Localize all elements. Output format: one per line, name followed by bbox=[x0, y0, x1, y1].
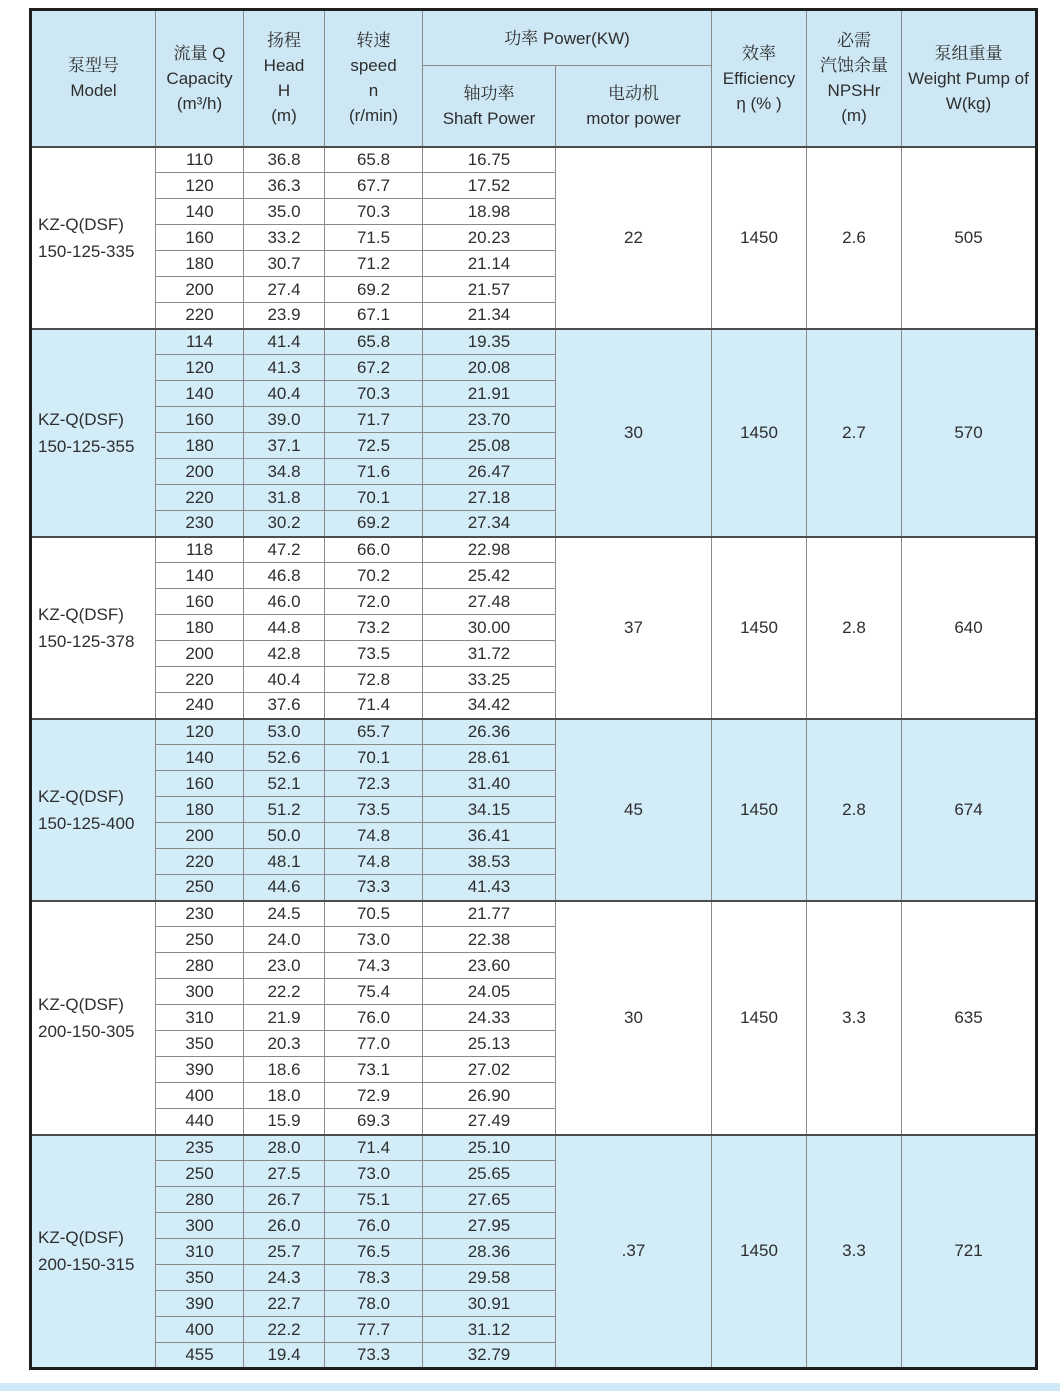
col-header-power: 功率 Power(KW) bbox=[423, 10, 712, 66]
head-cell: 36.8 bbox=[244, 147, 325, 173]
npshr-cell: 2.8 bbox=[807, 537, 902, 719]
shaft-power-cell: 20.08 bbox=[423, 355, 556, 381]
head-cell: 22.2 bbox=[244, 1317, 325, 1343]
speed-cell: 72.5 bbox=[325, 433, 423, 459]
speed-cell: 65.7 bbox=[325, 719, 423, 745]
shaft-power-cell: 21.14 bbox=[423, 251, 556, 277]
head-cell: 37.1 bbox=[244, 433, 325, 459]
speed-cell: 71.6 bbox=[325, 459, 423, 485]
spec-row bbox=[31, 147, 1037, 173]
shaft-power-cell: 30.91 bbox=[423, 1291, 556, 1317]
shaft-power-cell: 20.23 bbox=[423, 225, 556, 251]
capacity-cell: 140 bbox=[156, 745, 244, 771]
speed-cell: 75.1 bbox=[325, 1187, 423, 1213]
spec-row bbox=[31, 537, 1037, 563]
speed-cell: 77.7 bbox=[325, 1317, 423, 1343]
speed-cell: 78.3 bbox=[325, 1265, 423, 1291]
capacity-cell: 200 bbox=[156, 641, 244, 667]
col-header-weight: 泵组重量 Weight Pump of W(kg) bbox=[902, 10, 1037, 147]
capacity-cell: 230 bbox=[156, 511, 244, 537]
npshr-cell: 3.3 bbox=[807, 901, 902, 1135]
head-cell: 24.0 bbox=[244, 927, 325, 953]
speed-cell: 75.4 bbox=[325, 979, 423, 1005]
head-cell: 30.2 bbox=[244, 511, 325, 537]
capacity-cell: 120 bbox=[156, 719, 244, 745]
capacity-cell: 180 bbox=[156, 797, 244, 823]
efficiency-cell: 1450 bbox=[712, 719, 807, 901]
speed-cell: 71.5 bbox=[325, 225, 423, 251]
motor-power-cell: 30 bbox=[556, 329, 712, 537]
shaft-power-cell: 25.42 bbox=[423, 563, 556, 589]
head-cell: 19.4 bbox=[244, 1343, 325, 1369]
col-header-head: 扬程 Head H (m) bbox=[244, 10, 325, 147]
head-cell: 52.1 bbox=[244, 771, 325, 797]
shaft-power-cell: 26.47 bbox=[423, 459, 556, 485]
speed-cell: 73.0 bbox=[325, 927, 423, 953]
efficiency-cell: 1450 bbox=[712, 147, 807, 329]
speed-cell: 73.3 bbox=[325, 1343, 423, 1369]
col-header-npshr: 必需 汽蚀余量 NPSHr (m) bbox=[807, 10, 902, 147]
head-cell: 47.2 bbox=[244, 537, 325, 563]
head-cell: 24.3 bbox=[244, 1265, 325, 1291]
capacity-cell: 220 bbox=[156, 485, 244, 511]
npshr-cell: 2.8 bbox=[807, 719, 902, 901]
capacity-cell: 180 bbox=[156, 433, 244, 459]
head-cell: 35.0 bbox=[244, 199, 325, 225]
speed-cell: 69.2 bbox=[325, 511, 423, 537]
capacity-cell: 240 bbox=[156, 693, 244, 719]
motor-power-cell: 30 bbox=[556, 901, 712, 1135]
capacity-cell: 230 bbox=[156, 901, 244, 927]
col-header-efficiency: 效率 Efficiency η (% ) bbox=[712, 10, 807, 147]
shaft-power-cell: 41.43 bbox=[423, 875, 556, 901]
motor-power-cell: 45 bbox=[556, 719, 712, 901]
capacity-cell: 220 bbox=[156, 667, 244, 693]
head-cell: 21.9 bbox=[244, 1005, 325, 1031]
speed-cell: 70.2 bbox=[325, 563, 423, 589]
head-cell: 53.0 bbox=[244, 719, 325, 745]
speed-cell: 72.0 bbox=[325, 589, 423, 615]
weight-cell: 721 bbox=[902, 1135, 1037, 1369]
capacity-cell: 390 bbox=[156, 1057, 244, 1083]
speed-cell: 71.2 bbox=[325, 251, 423, 277]
head-cell: 44.6 bbox=[244, 875, 325, 901]
capacity-cell: 390 bbox=[156, 1291, 244, 1317]
shaft-power-cell: 25.13 bbox=[423, 1031, 556, 1057]
capacity-cell: 250 bbox=[156, 927, 244, 953]
shaft-power-cell: 23.70 bbox=[423, 407, 556, 433]
head-cell: 51.2 bbox=[244, 797, 325, 823]
model-cell: KZ-Q(DSF) 150-125-400 bbox=[31, 719, 156, 901]
table-header bbox=[31, 10, 1037, 147]
motor-power-cell: 22 bbox=[556, 147, 712, 329]
capacity-cell: 250 bbox=[156, 875, 244, 901]
speed-cell: 70.5 bbox=[325, 901, 423, 927]
speed-cell: 70.3 bbox=[325, 199, 423, 225]
shaft-power-cell: 27.02 bbox=[423, 1057, 556, 1083]
capacity-cell: 120 bbox=[156, 355, 244, 381]
capacity-cell: 400 bbox=[156, 1317, 244, 1343]
weight-cell: 570 bbox=[902, 329, 1037, 537]
head-cell: 50.0 bbox=[244, 823, 325, 849]
capacity-cell: 310 bbox=[156, 1239, 244, 1265]
npshr-cell: 2.6 bbox=[807, 147, 902, 329]
speed-cell: 76.0 bbox=[325, 1005, 423, 1031]
head-cell: 26.0 bbox=[244, 1213, 325, 1239]
shaft-power-cell: 24.33 bbox=[423, 1005, 556, 1031]
head-cell: 20.3 bbox=[244, 1031, 325, 1057]
document-page bbox=[0, 8, 1060, 1391]
speed-cell: 77.0 bbox=[325, 1031, 423, 1057]
head-cell: 30.7 bbox=[244, 251, 325, 277]
capacity-cell: 300 bbox=[156, 1213, 244, 1239]
head-cell: 34.8 bbox=[244, 459, 325, 485]
capacity-cell: 400 bbox=[156, 1083, 244, 1109]
head-cell: 27.5 bbox=[244, 1161, 325, 1187]
capacity-cell: 235 bbox=[156, 1135, 244, 1161]
spec-row bbox=[31, 719, 1037, 745]
head-cell: 37.6 bbox=[244, 693, 325, 719]
capacity-cell: 140 bbox=[156, 563, 244, 589]
head-cell: 36.3 bbox=[244, 173, 325, 199]
head-cell: 40.4 bbox=[244, 667, 325, 693]
header-model-zh: 泵型号 bbox=[68, 56, 119, 76]
shaft-power-cell: 22.98 bbox=[423, 537, 556, 563]
shaft-power-cell: 28.36 bbox=[423, 1239, 556, 1265]
shaft-power-cell: 26.36 bbox=[423, 719, 556, 745]
speed-cell: 65.8 bbox=[325, 329, 423, 355]
npshr-cell: 3.3 bbox=[807, 1135, 902, 1369]
model-cell: KZ-Q(DSF) 200-150-305 bbox=[31, 901, 156, 1135]
motor-power-cell: 37 bbox=[556, 537, 712, 719]
shaft-power-cell: 32.79 bbox=[423, 1343, 556, 1369]
weight-cell: 635 bbox=[902, 901, 1037, 1135]
col-header-shaft-power: 轴功率 Shaft Power bbox=[423, 66, 556, 147]
speed-cell: 65.8 bbox=[325, 147, 423, 173]
shaft-power-cell: 31.40 bbox=[423, 771, 556, 797]
speed-cell: 66.0 bbox=[325, 537, 423, 563]
speed-cell: 74.3 bbox=[325, 953, 423, 979]
capacity-cell: 220 bbox=[156, 303, 244, 329]
model-cell: KZ-Q(DSF) 150-125-378 bbox=[31, 537, 156, 719]
shaft-power-cell: 36.41 bbox=[423, 823, 556, 849]
speed-cell: 73.5 bbox=[325, 797, 423, 823]
speed-cell: 71.4 bbox=[325, 1135, 423, 1161]
head-cell: 41.3 bbox=[244, 355, 325, 381]
pump-spec-table bbox=[29, 8, 1038, 1370]
head-cell: 46.0 bbox=[244, 589, 325, 615]
shaft-power-cell: 17.52 bbox=[423, 173, 556, 199]
speed-cell: 76.0 bbox=[325, 1213, 423, 1239]
speed-cell: 72.8 bbox=[325, 667, 423, 693]
capacity-cell: 200 bbox=[156, 277, 244, 303]
shaft-power-cell: 28.61 bbox=[423, 745, 556, 771]
head-cell: 42.8 bbox=[244, 641, 325, 667]
shaft-power-cell: 21.34 bbox=[423, 303, 556, 329]
head-cell: 40.4 bbox=[244, 381, 325, 407]
head-cell: 27.4 bbox=[244, 277, 325, 303]
bottom-strip bbox=[0, 1383, 1060, 1391]
model-cell: KZ-Q(DSF) 150-125-335 bbox=[31, 147, 156, 329]
speed-cell: 74.8 bbox=[325, 823, 423, 849]
speed-cell: 70.3 bbox=[325, 381, 423, 407]
model-cell: KZ-Q(DSF) 150-125-355 bbox=[31, 329, 156, 537]
capacity-cell: 310 bbox=[156, 1005, 244, 1031]
capacity-cell: 350 bbox=[156, 1265, 244, 1291]
head-cell: 28.0 bbox=[244, 1135, 325, 1161]
speed-cell: 67.7 bbox=[325, 173, 423, 199]
speed-cell: 72.9 bbox=[325, 1083, 423, 1109]
spec-row bbox=[31, 329, 1037, 355]
speed-cell: 73.2 bbox=[325, 615, 423, 641]
speed-cell: 67.2 bbox=[325, 355, 423, 381]
head-cell: 18.6 bbox=[244, 1057, 325, 1083]
efficiency-cell: 1450 bbox=[712, 537, 807, 719]
speed-cell: 73.5 bbox=[325, 641, 423, 667]
model-cell: KZ-Q(DSF) 200-150-315 bbox=[31, 1135, 156, 1369]
speed-cell: 69.2 bbox=[325, 277, 423, 303]
spec-row bbox=[31, 901, 1037, 927]
speed-cell: 69.3 bbox=[325, 1109, 423, 1135]
col-header-speed: 转速 speed n (r/min) bbox=[325, 10, 423, 147]
shaft-power-cell: 21.91 bbox=[423, 381, 556, 407]
capacity-cell: 160 bbox=[156, 771, 244, 797]
capacity-cell: 120 bbox=[156, 173, 244, 199]
capacity-cell: 140 bbox=[156, 199, 244, 225]
shaft-power-cell: 27.95 bbox=[423, 1213, 556, 1239]
head-cell: 44.8 bbox=[244, 615, 325, 641]
shaft-power-cell: 27.49 bbox=[423, 1109, 556, 1135]
shaft-power-cell: 23.60 bbox=[423, 953, 556, 979]
weight-cell: 505 bbox=[902, 147, 1037, 329]
capacity-cell: 118 bbox=[156, 537, 244, 563]
col-header-capacity: 流量 Q Capacity (m³/h) bbox=[156, 10, 244, 147]
capacity-cell: 220 bbox=[156, 849, 244, 875]
speed-cell: 72.3 bbox=[325, 771, 423, 797]
shaft-power-cell: 25.10 bbox=[423, 1135, 556, 1161]
head-cell: 15.9 bbox=[244, 1109, 325, 1135]
capacity-cell: 200 bbox=[156, 459, 244, 485]
speed-cell: 71.4 bbox=[325, 693, 423, 719]
head-cell: 24.5 bbox=[244, 901, 325, 927]
head-cell: 33.2 bbox=[244, 225, 325, 251]
shaft-power-cell: 18.98 bbox=[423, 199, 556, 225]
capacity-cell: 455 bbox=[156, 1343, 244, 1369]
shaft-power-cell: 31.72 bbox=[423, 641, 556, 667]
capacity-cell: 440 bbox=[156, 1109, 244, 1135]
head-cell: 22.7 bbox=[244, 1291, 325, 1317]
head-cell: 22.2 bbox=[244, 979, 325, 1005]
speed-cell: 73.0 bbox=[325, 1161, 423, 1187]
capacity-cell: 250 bbox=[156, 1161, 244, 1187]
speed-cell: 73.1 bbox=[325, 1057, 423, 1083]
motor-power-cell: .37 bbox=[556, 1135, 712, 1369]
speed-cell: 78.0 bbox=[325, 1291, 423, 1317]
header-model-en: Model bbox=[70, 81, 117, 101]
head-cell: 18.0 bbox=[244, 1083, 325, 1109]
shaft-power-cell: 25.65 bbox=[423, 1161, 556, 1187]
shaft-power-cell: 21.77 bbox=[423, 901, 556, 927]
shaft-power-cell: 22.38 bbox=[423, 927, 556, 953]
col-header-motor-power: 电动机 motor power bbox=[556, 66, 712, 147]
shaft-power-cell: 24.05 bbox=[423, 979, 556, 1005]
speed-cell: 76.5 bbox=[325, 1239, 423, 1265]
shaft-power-cell: 30.00 bbox=[423, 615, 556, 641]
speed-cell: 74.8 bbox=[325, 849, 423, 875]
shaft-power-cell: 27.34 bbox=[423, 511, 556, 537]
head-cell: 25.7 bbox=[244, 1239, 325, 1265]
shaft-power-cell: 38.53 bbox=[423, 849, 556, 875]
shaft-power-cell: 27.65 bbox=[423, 1187, 556, 1213]
capacity-cell: 160 bbox=[156, 225, 244, 251]
capacity-cell: 280 bbox=[156, 1187, 244, 1213]
shaft-power-cell: 25.08 bbox=[423, 433, 556, 459]
speed-cell: 70.1 bbox=[325, 745, 423, 771]
head-cell: 31.8 bbox=[244, 485, 325, 511]
shaft-power-cell: 31.12 bbox=[423, 1317, 556, 1343]
capacity-cell: 160 bbox=[156, 407, 244, 433]
efficiency-cell: 1450 bbox=[712, 329, 807, 537]
capacity-cell: 180 bbox=[156, 251, 244, 277]
head-cell: 48.1 bbox=[244, 849, 325, 875]
head-cell: 52.6 bbox=[244, 745, 325, 771]
capacity-cell: 160 bbox=[156, 589, 244, 615]
capacity-cell: 110 bbox=[156, 147, 244, 173]
shaft-power-cell: 21.57 bbox=[423, 277, 556, 303]
head-cell: 23.9 bbox=[244, 303, 325, 329]
shaft-power-cell: 33.25 bbox=[423, 667, 556, 693]
shaft-power-cell: 19.35 bbox=[423, 329, 556, 355]
capacity-cell: 140 bbox=[156, 381, 244, 407]
efficiency-cell: 1450 bbox=[712, 1135, 807, 1369]
shaft-power-cell: 29.58 bbox=[423, 1265, 556, 1291]
head-cell: 23.0 bbox=[244, 953, 325, 979]
shaft-power-cell: 26.90 bbox=[423, 1083, 556, 1109]
head-cell: 41.4 bbox=[244, 329, 325, 355]
weight-cell: 640 bbox=[902, 537, 1037, 719]
capacity-cell: 350 bbox=[156, 1031, 244, 1057]
capacity-cell: 300 bbox=[156, 979, 244, 1005]
shaft-power-cell: 16.75 bbox=[423, 147, 556, 173]
head-cell: 46.8 bbox=[244, 563, 325, 589]
head-cell: 39.0 bbox=[244, 407, 325, 433]
speed-cell: 73.3 bbox=[325, 875, 423, 901]
capacity-cell: 280 bbox=[156, 953, 244, 979]
head-cell: 26.7 bbox=[244, 1187, 325, 1213]
spec-table-body bbox=[31, 147, 1037, 1369]
shaft-power-cell: 34.15 bbox=[423, 797, 556, 823]
speed-cell: 70.1 bbox=[325, 485, 423, 511]
shaft-power-cell: 34.42 bbox=[423, 693, 556, 719]
shaft-power-cell: 27.48 bbox=[423, 589, 556, 615]
spec-row bbox=[31, 1135, 1037, 1161]
shaft-power-cell: 27.18 bbox=[423, 485, 556, 511]
speed-cell: 71.7 bbox=[325, 407, 423, 433]
weight-cell: 674 bbox=[902, 719, 1037, 901]
capacity-cell: 200 bbox=[156, 823, 244, 849]
capacity-cell: 180 bbox=[156, 615, 244, 641]
col-header-model bbox=[31, 10, 156, 147]
speed-cell: 67.1 bbox=[325, 303, 423, 329]
capacity-cell: 114 bbox=[156, 329, 244, 355]
efficiency-cell: 1450 bbox=[712, 901, 807, 1135]
npshr-cell: 2.7 bbox=[807, 329, 902, 537]
